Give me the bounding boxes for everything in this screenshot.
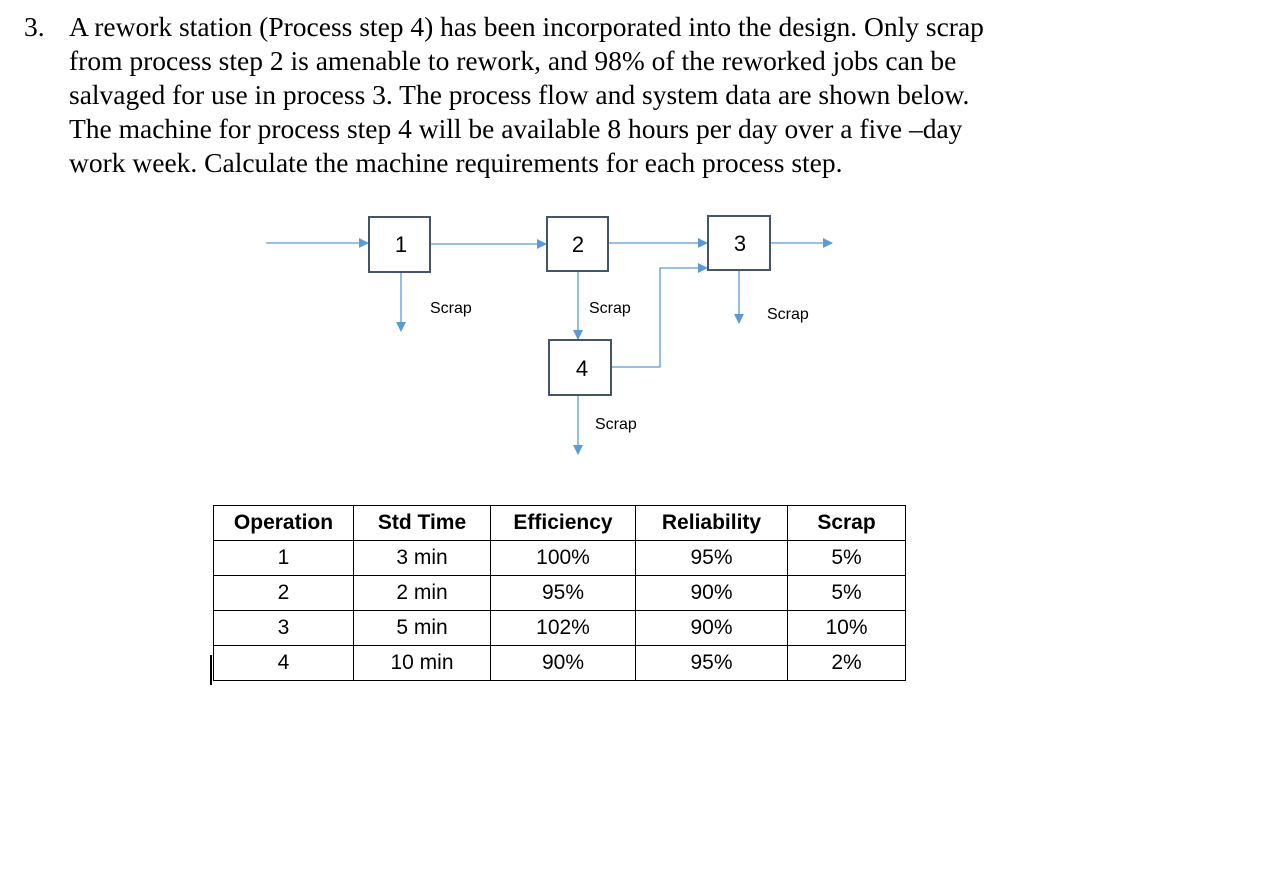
question-number: 3. [24, 11, 45, 42]
cell-efficiency: 100% [491, 541, 636, 576]
cell-std-time: 3 min [354, 541, 491, 576]
table-row [214, 611, 906, 646]
cell-efficiency: 90% [491, 646, 636, 681]
cell-scrap: 5% [788, 541, 906, 576]
question-line: A rework station (Process step 4) has been incorporated into the design. Only scrap [69, 11, 984, 42]
question-line: from process step 2 is amenable to rework, and 98% of the reworked jobs can be [69, 45, 957, 76]
header-operation: Operation [214, 506, 354, 541]
box-label-3: 3 [733, 231, 747, 256]
cell-std-time: 2 min [354, 576, 491, 611]
cell-reliability: 90% [636, 576, 788, 611]
cell-reliability: 90% [636, 611, 788, 646]
table-header-row [214, 506, 906, 541]
header-reliability: Reliability [636, 506, 788, 541]
box-label-2: 2 [571, 232, 585, 257]
text-cursor[interactable] [210, 655, 212, 685]
box-label-4: 4 [575, 356, 589, 381]
question-line: work week. Calculate the machine requirements for each process step. [69, 147, 843, 178]
cell-operation: 1 [214, 541, 354, 576]
cell-std-time: 10 min [354, 646, 491, 681]
cell-scrap: 5% [788, 576, 906, 611]
cell-efficiency: 102% [491, 611, 636, 646]
question-line: The machine for process step 4 will be available 8 hours per day over a five –day [69, 113, 963, 144]
cell-efficiency: 95% [491, 576, 636, 611]
cell-operation: 2 [214, 576, 354, 611]
scrap-label-4: Scrap [595, 416, 637, 433]
header-scrap: Scrap [788, 506, 906, 541]
scrap-label-1: Scrap [430, 300, 472, 317]
cell-scrap: 10% [788, 611, 906, 646]
cell-operation: 3 [214, 611, 354, 646]
scrap-label-3: Scrap [767, 306, 809, 323]
box-label-1: 1 [394, 232, 408, 257]
cell-scrap: 2% [788, 646, 906, 681]
scrap-label-2: Scrap [589, 300, 631, 317]
header-efficiency: Efficiency [491, 506, 636, 541]
header-std-time: Std Time [354, 506, 491, 541]
rework-return-arrow [611, 268, 707, 367]
table-row [214, 646, 906, 681]
table-row [214, 576, 906, 611]
cell-reliability: 95% [636, 541, 788, 576]
table-row [214, 541, 906, 576]
cell-reliability: 95% [636, 646, 788, 681]
question-line: salvaged for use in process 3. The process flow and system data are shown below. [69, 79, 970, 110]
cell-std-time: 5 min [354, 611, 491, 646]
system-data-table [213, 505, 906, 681]
cell-operation: 4 [214, 646, 354, 681]
